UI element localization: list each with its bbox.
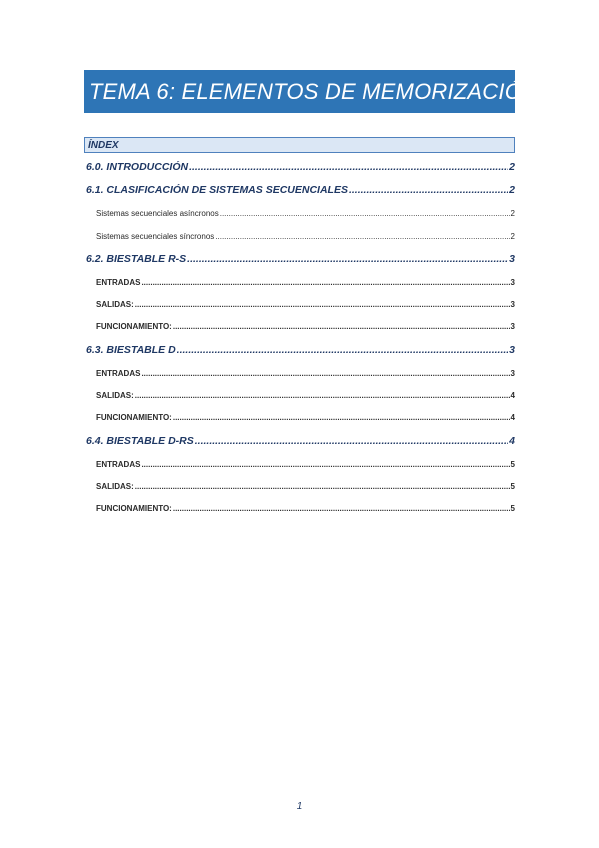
toc-leader-dots <box>349 184 508 196</box>
toc-entry-label: FUNCIONAMIENTO: <box>96 504 172 513</box>
toc-entry-label: 6.0. INTRODUCCIÓN <box>86 161 189 173</box>
toc-entry-drs-funcionamiento[interactable] <box>96 504 515 513</box>
toc-leader-dots <box>195 435 508 447</box>
toc-entry-asincronos[interactable] <box>96 209 515 218</box>
toc-entry-page: 4 <box>510 413 515 422</box>
toc-entry-rs-salidas[interactable] <box>96 300 515 309</box>
toc-entry-page: 5 <box>510 482 515 491</box>
toc-entry-label: 6.1. CLASIFICACIÓN DE SISTEMAS SECUENCIALES <box>86 184 348 196</box>
toc-entry-label: SALIDAS: <box>96 391 134 400</box>
page-number: 1 <box>296 801 303 812</box>
toc-leader-dots <box>135 482 510 491</box>
toc-entry-label: ENTRADAS <box>96 460 141 469</box>
toc-entry-page: 4 <box>510 391 515 400</box>
toc-entry-page: 4 <box>509 435 515 447</box>
toc-entry-label: 6.3. BIESTABLE D <box>86 344 176 356</box>
toc-entry-page: 3 <box>510 369 515 378</box>
toc-leader-dots <box>177 344 509 356</box>
toc-leader-dots <box>189 161 508 173</box>
toc-entry-page: 3 <box>510 322 515 331</box>
toc-entry-label: FUNCIONAMIENTO: <box>96 413 172 422</box>
toc-entry-biestable-d-rs[interactable] <box>86 435 515 447</box>
toc-entry-label: 6.2. BIESTABLE R-S <box>86 253 187 265</box>
toc-leader-dots <box>173 322 510 331</box>
toc-leader-dots <box>135 300 510 309</box>
toc-entry-label: ENTRADAS <box>96 369 141 378</box>
toc-entry-label: Sistemas secuenciales síncronos <box>96 232 215 241</box>
toc-entry-page: 2 <box>509 184 515 196</box>
index-header-label: ÍNDEX <box>88 139 119 151</box>
toc-entry-label: ENTRADAS <box>96 278 141 287</box>
toc-leader-dots <box>215 232 509 241</box>
toc-entry-page: 5 <box>510 460 515 469</box>
document-title: TEMA 6: ELEMENTOS DE MEMORIZACIÓN <box>89 78 539 104</box>
toc-entry-page: 2 <box>510 209 515 218</box>
toc-leader-dots <box>135 391 510 400</box>
toc-entry-introduccion[interactable] <box>86 161 515 173</box>
toc-entry-label: FUNCIONAMIENTO: <box>96 322 172 331</box>
toc-entry-rs-entradas[interactable] <box>96 278 515 287</box>
toc-entry-clasificacion[interactable] <box>86 184 515 196</box>
toc-entry-label: 6.4. BIESTABLE D-RS <box>86 435 194 447</box>
toc-entry-page: 2 <box>510 232 515 241</box>
toc-entry-label: Sistemas secuenciales asíncronos <box>96 209 219 218</box>
toc-entry-page: 3 <box>509 344 515 356</box>
toc-entry-drs-entradas[interactable] <box>96 460 515 469</box>
toc-leader-dots <box>173 504 510 513</box>
toc-entry-label: SALIDAS: <box>96 300 134 309</box>
toc-entry-page: 5 <box>510 504 515 513</box>
toc-entry-d-salidas[interactable] <box>96 391 515 400</box>
toc-entry-page: 3 <box>510 300 515 309</box>
index-header <box>84 137 515 153</box>
toc-entry-page: 2 <box>509 161 515 173</box>
toc-leader-dots <box>141 278 509 287</box>
toc-entry-rs-funcionamiento[interactable] <box>96 322 515 331</box>
toc-entry-page: 3 <box>509 253 515 265</box>
toc-entry-biestable-rs[interactable] <box>86 253 515 265</box>
toc-entry-drs-salidas[interactable] <box>96 482 515 491</box>
toc-entry-label: SALIDAS: <box>96 482 134 491</box>
toc-leader-dots <box>220 209 510 218</box>
toc-entry-d-funcionamiento[interactable] <box>96 413 515 422</box>
toc-leader-dots <box>141 460 509 469</box>
toc-entry-page: 3 <box>510 278 515 287</box>
document-title-bar <box>84 70 539 113</box>
toc-entry-sincronos[interactable] <box>96 232 515 241</box>
toc-leader-dots <box>141 369 509 378</box>
toc-entry-d-entradas[interactable] <box>96 369 515 378</box>
toc-leader-dots <box>187 253 508 265</box>
toc-entry-biestable-d[interactable] <box>86 344 515 356</box>
toc-leader-dots <box>173 413 510 422</box>
